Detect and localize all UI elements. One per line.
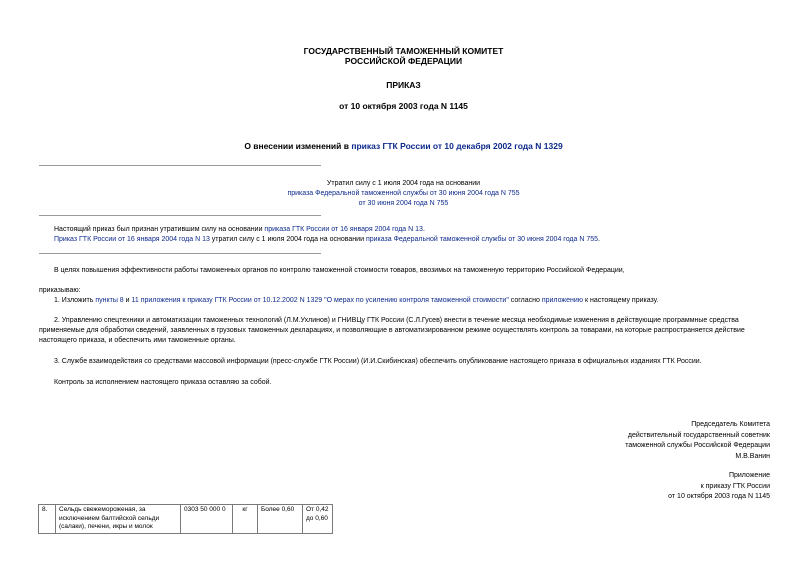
doc-title xyxy=(0,141,807,151)
table-row xyxy=(39,505,333,534)
signature-line-1: Председатель Комитета xyxy=(691,421,770,428)
item-1 xyxy=(39,296,779,306)
amended-order-link[interactable]: приказ ГТК России от 10 декабря 2002 года N 1329 xyxy=(351,141,563,151)
org-line-2: РОССИЙСКОЙ ФЕДЕРАЦИИ xyxy=(344,56,463,66)
cell-number: 8. xyxy=(39,505,56,534)
punct: . xyxy=(422,226,425,233)
status-note xyxy=(0,179,807,209)
fts-order-link[interactable]: приказа Федеральной таможенной службы от 30 июня 2004 года N 755 xyxy=(287,190,520,197)
doc-title-prefix: О внесении изменений в xyxy=(244,141,352,151)
invalid-note-text: Настоящий приказ был признан утратившим силу на основании xyxy=(54,226,265,233)
appendix-link[interactable]: приложению xyxy=(541,297,583,304)
item-2: 2. Управлению спецтехники и автоматизации таможенных технологий (Л.М.Ухлинов) и ГНИВЦу ГТК России (С.Л.Гусев) внести в течение месяца необходимые изменения в действующие программные средства применяемые для обработки сведений, заявленных в грузовых таможенных декларациях, и позволяющие в автоматизированном режиме осуществлять контроль за товарами, на которые распространяется действие настоящего приказа, и обеспечить ими таможенные органы. xyxy=(39,317,745,344)
status-note-line-1: Утратил силу с 1 июля 2004 года на основании xyxy=(326,180,481,187)
cell-limit: Более 0,60 xyxy=(258,505,303,534)
divider xyxy=(39,165,321,166)
signature-block xyxy=(625,420,770,462)
appendix-block xyxy=(668,471,770,503)
appendix-line-2: к приказу ГТК России xyxy=(700,482,770,490)
intro-paragraph: В целях повышения эффективности работы таможенных органов по контролю таможенной стоимости товаров, ввозимых на таможенную территорию Российской Федерации, xyxy=(54,267,625,274)
gtk-order-13-link[interactable]: приказа ГТК России от 16 января 2004 года N 13 xyxy=(264,226,423,233)
divider xyxy=(39,215,321,216)
fts-order-date-link[interactable]: от 30 июня 2004 года N 755 xyxy=(358,200,449,207)
invalid-note xyxy=(39,225,779,245)
doc-date: от 10 октября 2003 года N 1145 xyxy=(339,101,468,111)
org-line-1: ГОСУДАРСТВЕННЫЙ ТАМОЖЕННЫЙ КОМИТЕТ xyxy=(303,46,504,56)
appendix-line-1: Приложение xyxy=(728,472,770,479)
gtk-order-13-link-2[interactable]: Приказ ГТК России от 16 января 2004 года N 13 xyxy=(54,236,210,243)
cell-code: 0303 50 000 0 xyxy=(181,505,233,534)
control-paragraph: Контроль за исполнением настоящего приказа оставляю за собой. xyxy=(54,379,272,386)
appendix-line-3: от 10 октября 2003 года N 1145 xyxy=(668,493,770,500)
divider xyxy=(39,253,321,254)
point-8-link[interactable]: пункты 8 xyxy=(95,297,124,304)
cell-range: От 0,42 до 0,60 xyxy=(303,505,333,534)
fts-order-755-link[interactable]: приказа Федеральной таможенной службы от 30 июня 2004 года N 755 xyxy=(365,236,599,243)
order-word: приказываю: xyxy=(39,287,81,294)
signature-name: М.В.Ванин xyxy=(735,452,770,460)
punct: . xyxy=(598,236,600,243)
item-3: 3. Службе взаимодействия со средствами массовой информации (пресс-службе ГТК России) (И.И.Скибинская) обеспечить опубликование настоящего приказа в официальных изданиях ГТК России. xyxy=(54,358,702,365)
doc-type: ПРИКАЗ xyxy=(386,80,421,90)
org-name xyxy=(0,46,807,66)
appendix-table xyxy=(38,504,333,534)
cell-product-name: Сельдь свежемороженая, за исключением балтийской сельди (салаки), печени, икры и молок xyxy=(56,505,181,534)
item-1-text: к настоящему приказу. xyxy=(583,297,659,304)
item-1-text: и xyxy=(123,297,132,304)
cell-unit: кг xyxy=(233,505,258,534)
point-11-link[interactable]: 11 приложения к приказу ГТК России от 10.12.2002 N 1329 "О мерах по усилению контроля таможенной стоимости" xyxy=(131,297,509,304)
invalid-note-text-2: утратил силу с 1 июля 2004 года на основании xyxy=(209,236,366,243)
item-1-text: 1. Изложить xyxy=(54,297,96,304)
signature-line-3: таможенной службы Российской Федерации xyxy=(625,442,770,449)
signature-line-2: действительный государственный советник xyxy=(627,431,770,439)
item-1-text: согласно xyxy=(508,297,542,304)
